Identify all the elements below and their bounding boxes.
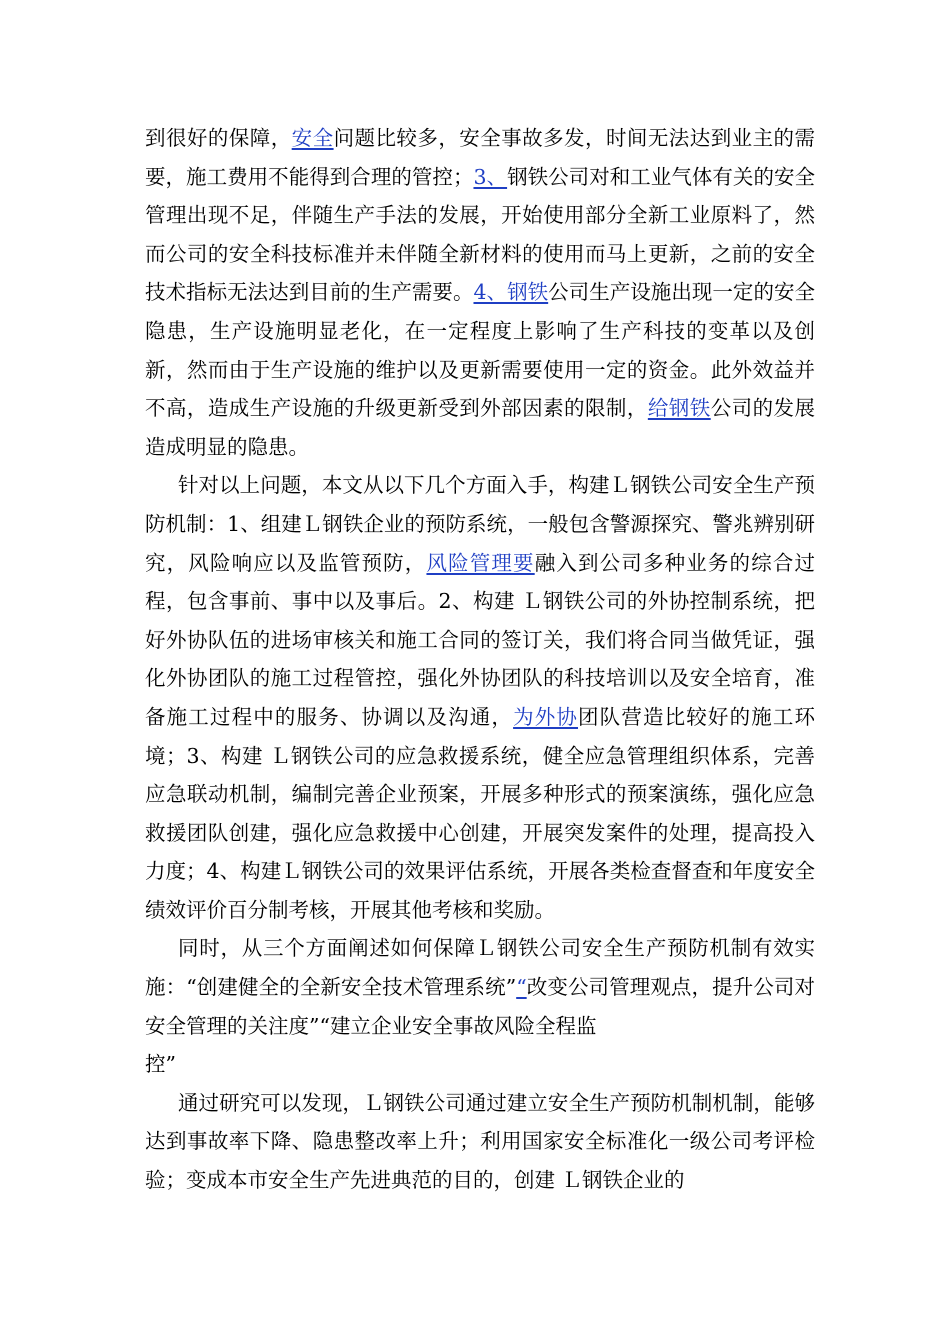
- text-span: 到很好的保障，: [145, 126, 292, 150]
- text-span: 针对以上问题，本文从以下几个方面入手，构建Ｌ钢铁公司安全生产预防机制：1、组建Ｌ钢铁企业的预防系统，一般包含警源探究、警兆辨别研究，风险响应以及监管预防，: [145, 473, 815, 575]
- text-span: 问题比较多，安全事故多发，时间无法达到业主的需要，施工费用不能得到合理的管控；: [145, 126, 816, 189]
- paragraph-1: [145, 119, 815, 466]
- link-item-3[interactable]: 3、: [473, 164, 508, 189]
- text-span: 公司的发展造成明显的隐患。: [145, 396, 816, 459]
- text-span: 控”: [145, 1052, 176, 1077]
- text-span: 同时，从三个方面阐述如何保障Ｌ钢铁公司安全生产预防机制有效实施：“创建健全的全新安全技术管理系统”: [145, 936, 815, 1000]
- text-span: 公司生产设施出现一定的安全隐患，生产设施明显老化，在一定程度上影响了生产科技的变革以及创新，然而由于生产设施的维护以及更新需要使用一定的资金。此外效益并不高，造成生产设施的升级更新受到外部因素的限制，: [145, 280, 816, 421]
- link-item-4-steel[interactable]: 4、钢铁: [473, 280, 549, 305]
- text-span: 融入到公司多种业务的综合过程，包含事前、事中以及事后。2、构建 Ｌ钢铁公司的外协控制系统，把好外协队伍的进场审核关和施工合同的签订关，我们将合同当做凭证，强化外协团队的施工过程管控，强化外协团队的科技培训以及安全培育，准备施工过程中的服务、协调以及沟通，: [145, 550, 816, 729]
- text-span: 团队营造比较好的施工环境；3、构建 Ｌ钢铁公司的应急救援系统，健全应急管理组织体系，完善应急联动机制，编制完善企业预案，开展多种形式的预案演练，强化应急救援团队创建，强化应急救援中心创建，开展突发案件的处理，提高投入力度；4、构建Ｌ钢铁公司的效果评估系统，开展各类检查督查和年度安全绩效评价百分制考核，开展其他考核和奖励。: [145, 704, 816, 922]
- link-quote-mark[interactable]: “: [516, 975, 527, 1000]
- paragraph-3: [145, 929, 815, 1083]
- link-give-steel[interactable]: 给钢铁: [647, 396, 711, 421]
- link-for-contractors[interactable]: 为外协: [513, 704, 579, 729]
- link-risk-management[interactable]: 风险管理要: [426, 550, 535, 575]
- link-safety[interactable]: 安全: [291, 126, 334, 150]
- text-span: 改变公司管理观点，提升公司对安全管理的关注度”“建立企业安全事故风险全程监: [145, 975, 816, 1038]
- text-span: 通过研究可以发现，Ｌ钢铁公司通过建立安全生产预防机制机制，能够达到事故率下降、隐患整改率上升；利用国家安全标准化一级公司考评检验；变成本市安全生产先进典范的目的，创建 Ｌ钢铁企业的: [145, 1090, 815, 1193]
- paragraph-4: [145, 1084, 815, 1200]
- paragraph-2: [145, 466, 815, 929]
- document-body: [145, 119, 815, 1200]
- text-span: 钢铁公司对和工业气体有关的安全管理出现不足，伴随生产手法的发展，开始使用部分全新工业原料了，然而公司的安全科技标准并未伴随全新材料的使用而马上更新，之前的安全技术指标无法达到目前的生产需要。: [145, 164, 816, 305]
